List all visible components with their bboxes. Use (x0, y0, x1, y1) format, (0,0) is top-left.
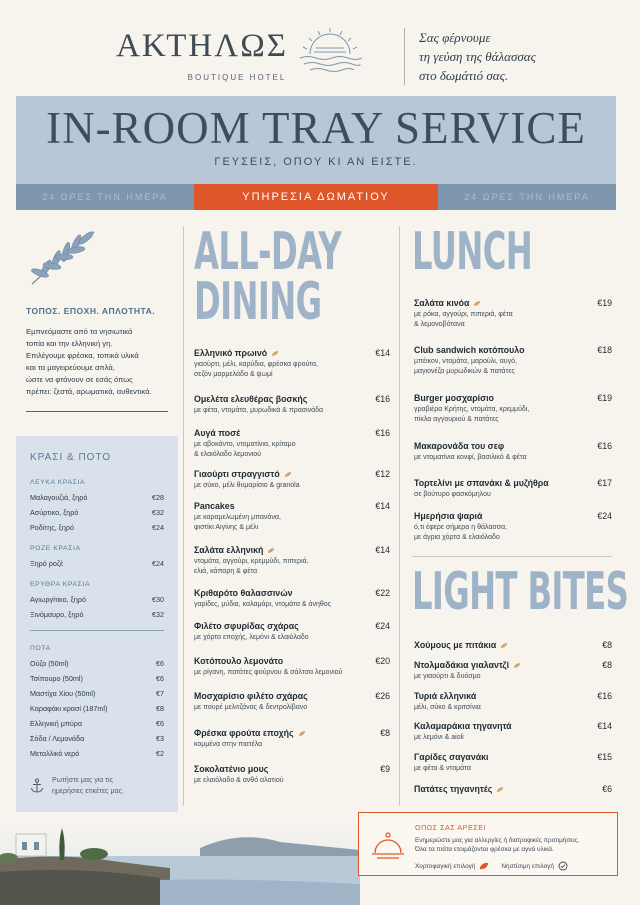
menu-item-name-text: Τυριά ελληνικά (414, 691, 477, 701)
menu-item (194, 545, 390, 577)
drink-name: Ασύρτικο, ξηρό (30, 508, 79, 517)
intro-block (26, 306, 168, 398)
dietary-callout (358, 812, 618, 876)
drink-price: €28 (152, 493, 164, 502)
menu-item (194, 588, 390, 610)
menu-item-name-text: Ντολμαδάκια γιαλαντζί (414, 660, 510, 670)
tagline-line: τη γεύση της θάλασσας (419, 49, 536, 64)
intro-paragraph (26, 326, 168, 398)
brand-logo (112, 28, 292, 82)
menu-item-price: €6 (602, 784, 612, 794)
menu-item-description: γαρίδες, μύδια, καλαμάρι, ντομάτα & άνηθος (194, 601, 332, 608)
menu-item (414, 441, 612, 463)
menu-item-description: με λεμόνι & aioli (414, 734, 464, 741)
menu-item-name (414, 721, 512, 731)
drink-name: Μαλαγουζιά, ξηρό (30, 493, 88, 502)
menu-item-name-text: Πατάτες τηγανητές (414, 784, 493, 794)
tagline (404, 28, 584, 85)
menu-item-description: με σύκο, μέλι θυμαρίσιο & granola (194, 482, 300, 489)
ribbon-left: 24 ΩΡΕΣ ΤΗΝ ΗΜΕΡΑ (42, 192, 168, 202)
drink-row (30, 592, 164, 607)
menu-item-name (414, 784, 504, 794)
leaf-icon (284, 471, 292, 478)
drink-name: Μαστίχα Χίου (50ml) (30, 689, 96, 698)
menu-item-price: €12 (375, 469, 390, 479)
menu-item-name (194, 394, 307, 404)
menu-item-price: €18 (597, 345, 612, 355)
title-banner (16, 96, 616, 188)
menu-item-name (414, 345, 524, 355)
lunch-title (412, 222, 612, 282)
menu-item-description: με φέτα, ντομάτα, μυρωδικά & πρασινάδα (194, 407, 324, 414)
menu-item-name (194, 469, 292, 479)
leaf-icon (267, 547, 275, 554)
callout-title: ΟΠΩΣ ΣΑΣ ΑΡΕΣΕΙ (415, 823, 486, 832)
menu-item (414, 752, 612, 774)
drinks-list (30, 656, 164, 761)
menu-item-name (194, 656, 283, 666)
intro-line: τοπία και την ελληνική γη. (26, 339, 113, 348)
note-line: Ρωτήστε μας για τις (52, 777, 113, 784)
menu-item (194, 348, 390, 380)
leaf-icon (500, 642, 508, 649)
column-divider (399, 226, 400, 806)
drink-row (30, 520, 164, 535)
menu-item (194, 728, 390, 750)
brand-name: ΑΚΤΗΛΩΣ (116, 28, 288, 64)
menu-item-price: €26 (375, 691, 390, 701)
menu-item-name-text: Μακαρονάδα του σεφ (414, 441, 505, 451)
menu-item-description: με ντοματίνια κονφί, βασιλικό & φέτα (414, 454, 527, 461)
menu-item (414, 721, 612, 743)
menu-item-description: φιστίκι Αιγίνης & μέλι (194, 524, 259, 531)
menu-item (194, 656, 390, 678)
menu-item-description: & ελαιόλαδο λεμονιού (194, 451, 261, 458)
bites-title-text: LIGHT BITES (412, 562, 629, 622)
menu-item-name (194, 764, 268, 774)
menu-item-name-text: Pancakes (194, 501, 235, 511)
menu-item-name-text: Ημερήσια ψαριά (414, 511, 483, 521)
leaf-icon (496, 786, 504, 793)
leaf-icon (298, 730, 306, 737)
drink-row (30, 701, 164, 716)
menu-item (414, 660, 612, 682)
menu-item-name-text: Φρέσκα φρούτα εποχής (194, 728, 294, 738)
menu-item (414, 511, 612, 543)
menu-item-price: €8 (380, 728, 390, 738)
menu-item-description: ό,τι έφερε σήμερα η θάλασσα, (414, 524, 508, 531)
menu-item (194, 428, 390, 460)
menu-item-price: €16 (597, 691, 612, 701)
menu-item-price: €19 (597, 393, 612, 403)
drink-row (30, 716, 164, 731)
menu-item (194, 394, 390, 416)
drink-row (30, 671, 164, 686)
drink-price: €30 (152, 595, 164, 604)
drinks-group-label: ΡΟΖΕ ΚΡΑΣΙΑ (30, 545, 81, 552)
drink-price: €24 (152, 559, 164, 568)
cloche-icon (369, 827, 407, 865)
drink-row (30, 686, 164, 701)
menu-item-price: €24 (597, 511, 612, 521)
island-landscape-illustration (0, 820, 360, 905)
menu-item-name (414, 660, 521, 670)
menu-item-description: μαγιονέζα μυρωδικών & πατάτες (414, 368, 515, 375)
menu-item-description: ντομάτα, αγγούρι, κρεμμύδι, πιπεριά, (194, 558, 309, 565)
menu-item-description: με φέτα & ντομάτα (414, 765, 471, 772)
leaf-icon (271, 350, 279, 357)
drink-name: Ροδίτης, ξηρό (30, 523, 74, 532)
menu-item-name-text: Κριθαρότο θαλασσινών (194, 588, 293, 598)
anchor-icon (30, 778, 44, 794)
drink-name: Τσίπουρο (50ml) (30, 674, 83, 683)
page-title: IN-ROOM TRAY SERVICE (46, 103, 586, 153)
drink-price: €6 (156, 674, 164, 683)
menu-item-price: €14 (375, 348, 390, 358)
menu-item-price: €16 (597, 441, 612, 451)
column-divider (183, 226, 184, 806)
menu-item-price: €16 (375, 428, 390, 438)
menu-item (194, 764, 390, 786)
intro-heading: ΤΟΠΟΣ. ΕΠΟΧΗ. ΑΠΛΟΤΗΤΑ. (26, 306, 156, 316)
intro-line: Εμπνεόμαστε από τα νησιωτικά (26, 327, 133, 336)
menu-item (414, 640, 612, 650)
drink-row (30, 505, 164, 520)
menu-item-name-text: Καλαμαράκια τηγανητά (414, 721, 512, 731)
drink-price: €32 (152, 610, 164, 619)
leaf-icon (479, 862, 489, 870)
callout-legend (415, 861, 568, 871)
tagline-line: στο δωμάτιό σας. (419, 68, 509, 83)
drinks-group-label: ΛΕΥΚΑ ΚΡΑΣΙΑ (30, 479, 86, 486)
menu-item-price: €8 (602, 660, 612, 670)
drinks-list (30, 592, 164, 622)
menu-item-description: με ελαιόλαδο & ανθό αλατιού (194, 777, 284, 784)
menu-item-description: με ρίγανη, πατάτες φούρνου & σάλτσα λεμονιού (194, 669, 343, 676)
menu-item-name-text: Γαρίδες σαγανάκι (414, 752, 489, 762)
legend-fast-label: Νηστίσιμη επιλογή (501, 862, 554, 870)
menu-item-description: με πουρέ μελιτζάνας & δεντρολίβανο (194, 704, 308, 711)
ribbon-right: 24 ΩΡΕΣ ΤΗΝ ΗΜΕΡΑ (464, 192, 590, 202)
menu-item-name-text: Φιλέτο σφυρίδας σχάρας (194, 621, 299, 631)
menu-item-name (194, 588, 293, 598)
menu-item-price: €15 (597, 752, 612, 762)
menu-item-name (414, 478, 549, 488)
menu-item-price: €14 (375, 545, 390, 555)
intro-line: ώστε να φτάνουν σε εσάς όπως (26, 375, 133, 384)
menu-item (414, 298, 612, 330)
allday-title-line: ALL-DAY (194, 222, 342, 282)
tagline-line: Σας φέρνουμε (419, 30, 491, 45)
menu-item-price: €19 (597, 298, 612, 308)
menu-item-name (414, 752, 489, 762)
menu-item-name-text: Σαλάτα κινόα (414, 298, 470, 308)
check-circle-icon (558, 861, 568, 871)
drink-row (30, 490, 164, 505)
drink-price: €24 (152, 523, 164, 532)
menu-item-name-text: Τορτελίνι με σπανάκι & μυζήθρα (414, 478, 549, 488)
callout-line: Όλα τα πιάτα ετοιμάζονται φρέσκα με αγνά υλικά. (415, 846, 554, 853)
ribbon-center: ΥΠΗΡΕΣΙΑ ΔΩΜΑΤΙΟΥ (194, 184, 438, 210)
menu-item-description: μέλι, σύκο & κριτσίνια (414, 704, 481, 711)
menu-item-price: €9 (380, 764, 390, 774)
drink-row (30, 746, 164, 761)
menu-item-name (194, 348, 279, 358)
menu-item-name (414, 298, 481, 308)
menu-item (414, 691, 612, 713)
allday-title (194, 222, 390, 332)
menu-item (194, 621, 390, 643)
sun-over-sea-icon (296, 24, 364, 80)
menu-item-name-text: Σοκολατένιο μους (194, 764, 269, 774)
drink-price: €8 (156, 704, 164, 713)
drink-price: €3 (156, 734, 164, 743)
menu-item-price: €24 (375, 621, 390, 631)
drinks-note (30, 775, 164, 797)
menu-item-name-text: Γιαούρτι στραγγιστό (194, 469, 280, 479)
callout-line: Ενημερώστε μας για αλλεργίες ή διατροφικές προτιμήσεις. (415, 837, 580, 844)
leaf-icon (473, 300, 481, 307)
intro-line: και τα μαγειρεύουμε απλά, (26, 363, 115, 372)
menu-item-description: με αβοκάντο, ντοματίνια, κρίταμο (194, 441, 296, 448)
drink-row (30, 556, 164, 571)
menu-item-description: σε βούτυρο φασκόμηλου (414, 491, 491, 498)
drink-row (30, 656, 164, 671)
drinks-list (30, 556, 164, 571)
menu-item (414, 345, 612, 377)
menu-item-name-text: Μοσχαρίσιο φιλέτο σχάρας (194, 691, 308, 701)
menu-item-name-text: Burger μοσχαρίσιο (414, 393, 494, 403)
menu-item-description: & λεμονοβότανα (414, 321, 465, 328)
menu-item-price: €14 (597, 721, 612, 731)
drink-name: Μεταλλικό νερό (30, 749, 80, 758)
drink-name: Σόδα / Λεμονάδα (30, 734, 85, 743)
drink-row (30, 731, 164, 746)
menu-item-name (194, 621, 299, 631)
drinks-group-label: ΠΟΤΑ (30, 645, 51, 652)
menu-item-description: γραβιέρα Κρήτης, ντομάτα, κρεμμύδι, (414, 406, 530, 413)
menu-item-description: με καραμελωμένη μπανάνα, (194, 514, 281, 521)
brand-subtitle: BOUTIQUE HOTEL (187, 73, 287, 82)
menu-item-name (194, 428, 240, 438)
bites-title (412, 562, 629, 622)
menu-item-name-text: Αυγά ποσέ (194, 428, 241, 438)
menu-item-name (414, 393, 494, 403)
menu-item-description: ελιά, κάπαρη & φέτα (194, 568, 258, 575)
menu-item-price: €20 (375, 656, 390, 666)
legend-veg-label: Χορτοφαγική επιλογή (415, 862, 476, 870)
menu-item-description: γιαούρτι, μέλι, καρύδια, φρέσκα φρούτα, (194, 361, 318, 368)
menu-item-price: €17 (597, 478, 612, 488)
menu-item-description: μπέικον, ντομάτα, μαρούλι, αυγό, (414, 358, 517, 365)
drinks-list (30, 490, 164, 535)
menu-item-name-text: Χούμους με πιτάκια (414, 640, 497, 650)
menu-item-description: με ρόκα, αγγούρι, πιπεριά, φέτα (414, 311, 513, 318)
drink-name: Ξινόμαυρο, ξηρό (30, 610, 84, 619)
divider (30, 630, 164, 631)
menu-item-description: με χόρτα εποχής, λεμόνι & ελαιόλαδο (194, 634, 309, 641)
intro-line: πρέπει: ζεστά, αρωματικά, αυθεντικά. (26, 387, 152, 396)
service-ribbon (16, 184, 616, 210)
drink-row (30, 607, 164, 622)
menu-item-name-text: Κοτόπουλο λεμονάτο (194, 656, 284, 666)
drink-name: Ξηρό ροζέ (30, 559, 64, 568)
drink-price: €6 (156, 719, 164, 728)
menu-item-name (414, 511, 482, 521)
drink-name: Ελληνική μπύρα (30, 719, 83, 728)
drinks-group-label: ΕΡΥΘΡΑ ΚΡΑΣΙΑ (30, 581, 91, 588)
menu-item (414, 784, 612, 794)
divider (412, 556, 612, 557)
menu-item-name (414, 640, 508, 650)
menu-item-description: κομμένα στην πιατέλα (194, 741, 263, 748)
menu-item-name (414, 691, 476, 701)
menu-item-description: πίκλα αγγουριού & πατάτες (414, 416, 499, 423)
menu-item-name (194, 545, 275, 555)
menu-item-price: €22 (375, 588, 390, 598)
drink-price: €2 (156, 749, 164, 758)
menu-item-price: €14 (375, 501, 390, 511)
menu-item-name-text: Ελληνικό πρωινό (194, 348, 268, 358)
menu-item-name (194, 691, 308, 701)
menu-item (194, 501, 390, 533)
menu-item-name (194, 728, 306, 738)
page-subtitle: ΓΕΥΣΕΙΣ, ΟΠΟΥ ΚΙ ΑΝ ΕΙΣΤΕ. (214, 156, 418, 168)
menu-item-price: €16 (375, 394, 390, 404)
drink-name: Ούζο (50ml) (30, 659, 69, 668)
menu-item (194, 691, 390, 713)
menu-item-name (414, 441, 504, 451)
allday-title-line: DINING (194, 272, 322, 332)
intro-line: Επιλέγουμε φρέσκα, τοπικά υλικά (26, 351, 139, 360)
lunch-title-text: LUNCH (412, 222, 533, 282)
drink-name: Αγιωργίτικο, ξηρό (30, 595, 86, 604)
drinks-panel (16, 436, 178, 812)
drinks-title: ΚΡΑΣΙ & ΠΟΤΟ (30, 452, 112, 463)
menu-item-description: σεζόν μαρμελάδα & ψωμί (194, 371, 273, 378)
menu-item-description: με γιαούρτι & δυόσμο (414, 673, 481, 680)
divider (26, 411, 168, 412)
drink-name: Καραφάκι κρασί (187ml) (30, 704, 108, 713)
menu-item (414, 393, 612, 425)
menu-item-name-text: Club sandwich κοτόπουλο (414, 345, 525, 355)
note-line: ημερήσιες ετικέτες μας. (52, 788, 124, 795)
menu-item-description: με άγρια χόρτα & ελαιόλαδο (414, 534, 500, 541)
menu-item-price: €8 (602, 640, 612, 650)
menu-item-name-text: Σαλάτα ελληνική (194, 545, 264, 555)
drink-price: €32 (152, 508, 164, 517)
menu-item-name-text: Ομελέτα ελευθέρας βοσκής (194, 394, 308, 404)
menu-item (414, 478, 612, 500)
menu-item (194, 469, 390, 491)
olive-branch-icon (26, 226, 100, 288)
drink-price: €7 (156, 689, 164, 698)
drink-price: €6 (156, 659, 164, 668)
callout-text (415, 836, 611, 854)
leaf-icon (513, 662, 521, 669)
menu-item-name (194, 501, 235, 511)
